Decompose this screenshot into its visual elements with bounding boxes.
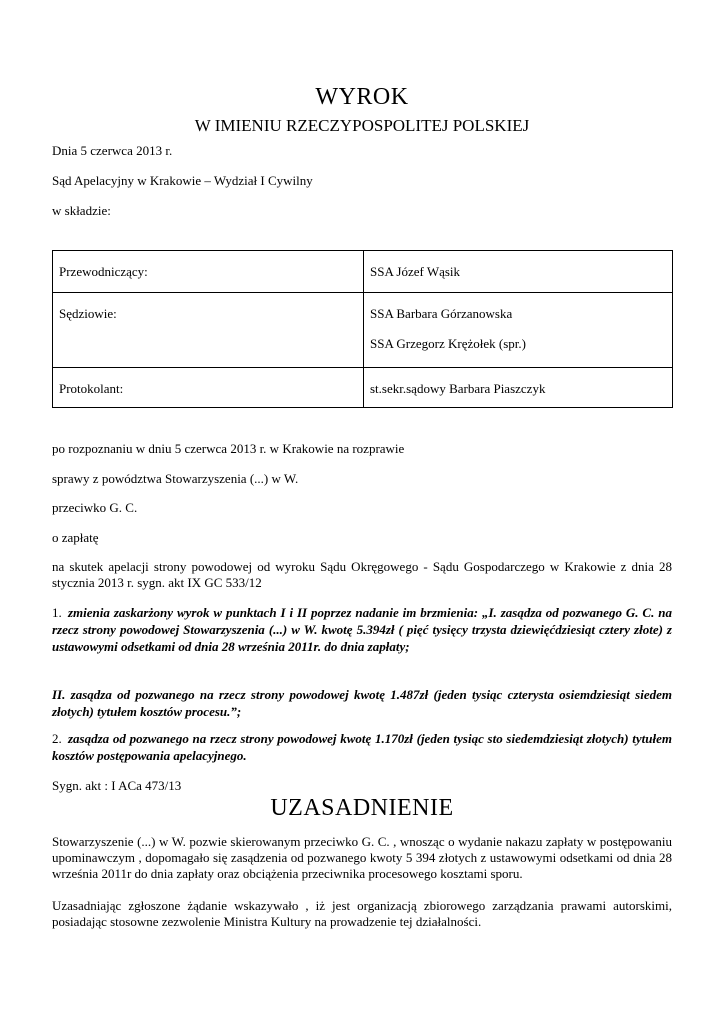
panel-role: Protokolant: <box>53 368 364 408</box>
panel-role: Sędziowie: <box>53 293 364 368</box>
panel-row-judges <box>53 293 673 368</box>
justification-paragraph: Uzasadniając zgłoszone żądanie wskazywało , iż jest organizacją zbiorowego zarządzania prawami autorskimi, posiadając stosowne zezwolenie Ministra Kultury na prowadzenie tej działalności. <box>52 898 672 929</box>
verdict-item-number: 2. <box>52 731 62 746</box>
panel-name: st.sekr.sądowy Barbara Piaszczyk <box>370 381 546 396</box>
proceedings-subject: o zapłatę <box>52 530 99 545</box>
panel-role: Przewodniczący: <box>53 251 364 293</box>
panel-name: SSA Barbara Górzanowska <box>370 306 513 321</box>
verdict-item-1 <box>52 604 672 655</box>
composition-label: w składzie: <box>52 203 111 218</box>
verdict-item-number: 1. <box>52 605 62 620</box>
case-signature: Sygn. akt : I ACa 473/13 <box>52 778 182 793</box>
justification-title: UZASADNIENIE <box>270 795 454 821</box>
court-panel-table <box>52 250 673 408</box>
document-title: WYROK <box>315 84 409 110</box>
verdict-date: Dnia 5 czerwca 2013 r. <box>52 143 173 158</box>
justification-paragraph: Stowarzyszenie (...) w W. pozwie skierowanym przeciwko G. C. , wnosząc o wydanie nakazu zapłaty w postępowaniu upominawczym , dopomagało się zasądzenia od pozwanego kwoty 5 394 złotych z ustawowymi odsetkami od dnia 28 września 2011r do dnia zapłaty oraz obciążenia przeciwnika procesowego kosztami sporu. <box>52 834 672 881</box>
verdict-item-2 <box>52 730 672 764</box>
proceedings-appeal: na skutek apelacji strony powodowej od wyroku Sądu Okręgowego - Sądu Gospodarczego w Krakowie z dnia 28 stycznia 2013 r. sygn. akt IX GC 533/12 <box>52 559 672 590</box>
verdict-item-text: zmienia zaskarżony wyrok w punktach I i II poprzez nadanie im brzmienia: „I. zasądza od pozwanego G. C. na rzecz strony powodowej Stowarzyszenia (...) w W. kwotę 5.394zł ( pięć tysięcy trzysta dziewięćdziesiąt cztery złote) z ustawowymi odsetkami od dnia 28 września 2011r. do dnia zapłaty; <box>52 605 672 654</box>
proceedings-line: po rozpoznaniu w dniu 5 czerwca 2013 r. w Krakowie na rozprawie <box>52 441 405 456</box>
panel-name: SSA Józef Wąsik <box>370 264 461 279</box>
verdict-item-1b: II. zasądza od pozwanego na rzecz strony powodowej kwotę 1.487zł (jeden tysiąc czterysta osiemdziesiąt siedem złotych) tytułem kosztów procesu.”; <box>52 687 672 719</box>
court-name: Sąd Apelacyjny w Krakowie – Wydział I Cywilny <box>52 173 313 188</box>
panel-row-clerk <box>53 368 673 408</box>
panel-name: SSA Grzegorz Krężołek (spr.) <box>370 336 526 351</box>
document-subtitle: W IMIENIU RZECZYPOSPOLITEJ POLSKIEJ <box>194 116 530 135</box>
proceedings-defendant: przeciwko G. C. <box>52 500 138 515</box>
proceedings-parties: sprawy z powództwa Stowarzyszenia (...) w W. <box>52 471 299 486</box>
panel-row-chair <box>53 251 673 293</box>
verdict-item-text: zasądza od pozwanego na rzecz strony powodowej kwotę 1.170zł (jeden tysiąc sto siedemdziesiąt złotych) tytułem kosztów postępowania apelacyjnego. <box>52 731 672 763</box>
